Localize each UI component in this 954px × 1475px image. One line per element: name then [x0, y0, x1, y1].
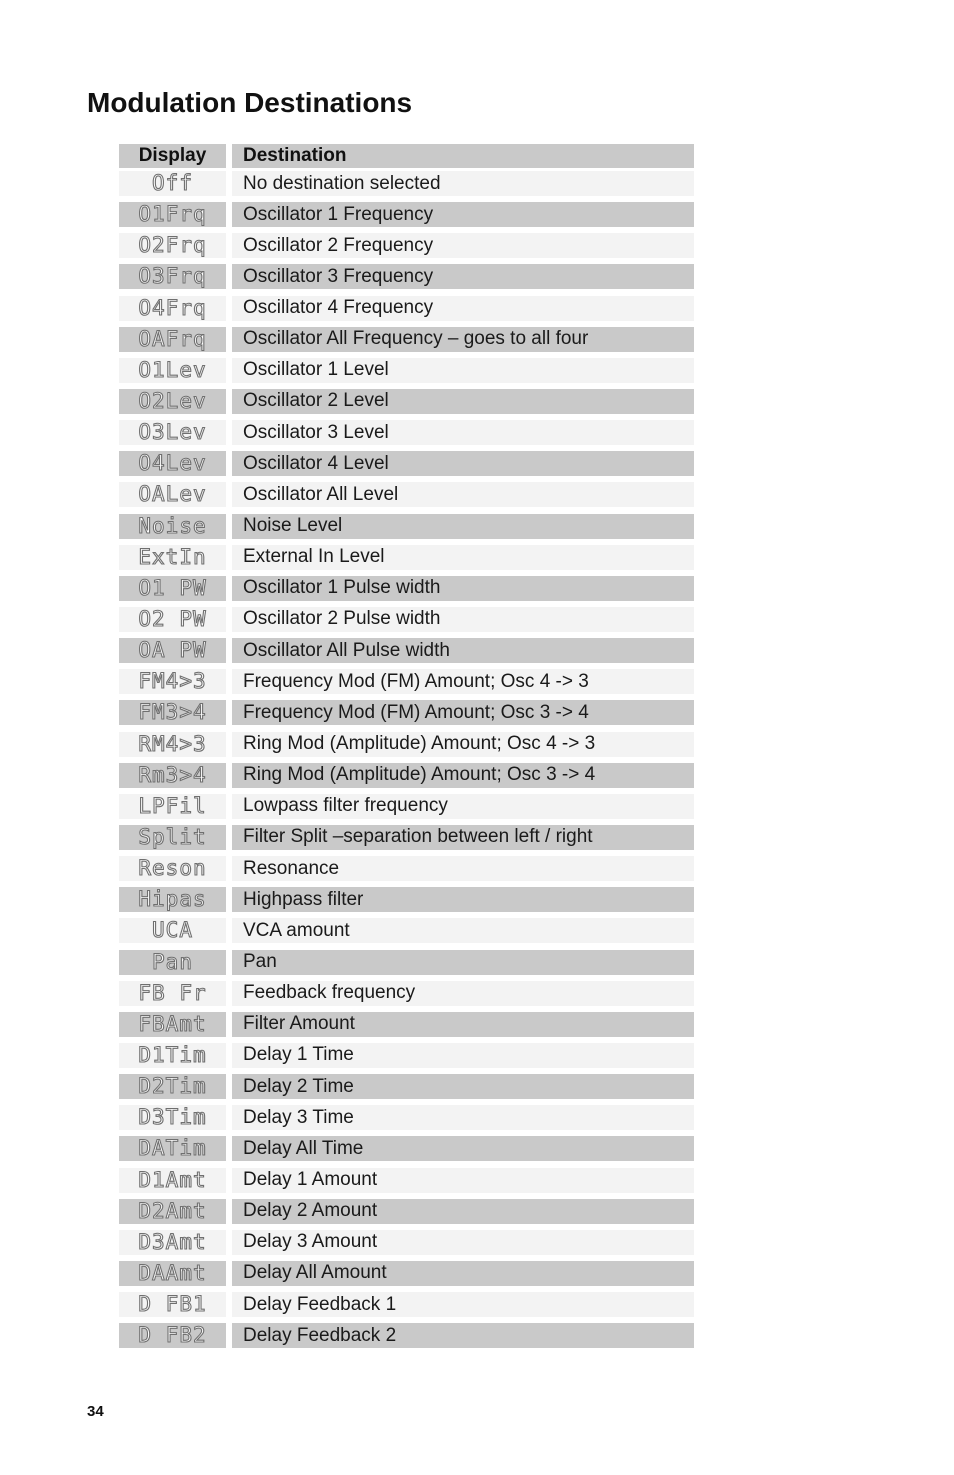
page-number: 34 — [87, 1403, 104, 1420]
lcd-display-code: OA PW — [138, 638, 207, 663]
lcd-display-code: O1Lev — [138, 357, 207, 382]
display-cell — [119, 327, 226, 352]
display-cell — [119, 545, 226, 570]
display-cell — [119, 1261, 226, 1286]
lcd-display-code: FM3>4 — [138, 700, 207, 725]
lcd-display-code: D3Tim — [138, 1105, 207, 1130]
lcd-display-code: Noise — [138, 513, 207, 538]
table-row — [119, 514, 694, 545]
table-row — [119, 607, 694, 638]
lcd-display-code: DATim — [138, 1136, 207, 1161]
destination-cell: Resonance — [232, 856, 694, 881]
display-cell — [119, 171, 226, 196]
lcd-display-code: DAAmt — [138, 1260, 207, 1285]
lcd-display-code: ExtIn — [138, 544, 207, 569]
destination-cell: Ring Mod (Amplitude) Amount; Osc 3 -> 4 — [232, 763, 694, 788]
destination-cell: Delay 2 Time — [232, 1074, 694, 1099]
lcd-display-code: OAFrq — [138, 326, 207, 351]
destination-cell: External In Level — [232, 545, 694, 570]
lcd-display-code: D2Tim — [138, 1074, 207, 1099]
display-cell — [119, 1199, 226, 1224]
destination-cell: Delay All Time — [232, 1136, 694, 1161]
table-row — [119, 451, 694, 482]
table-row — [119, 1168, 694, 1199]
display-cell — [119, 981, 226, 1006]
lcd-display-code: D2Amt — [138, 1198, 207, 1223]
destination-cell: Ring Mod (Amplitude) Amount; Osc 4 -> 3 — [232, 732, 694, 757]
table-row — [119, 1074, 694, 1105]
destination-cell: Delay Feedback 2 — [232, 1323, 694, 1348]
table-row — [119, 732, 694, 763]
lcd-display-code: Hipas — [138, 887, 207, 912]
destination-cell: Oscillator 1 Pulse width — [232, 576, 694, 601]
display-cell — [119, 202, 226, 227]
table-row — [119, 327, 694, 358]
table-row — [119, 763, 694, 794]
display-cell — [119, 918, 226, 943]
table-row — [119, 1012, 694, 1043]
destination-cell: Oscillator All Level — [232, 482, 694, 507]
display-cell — [119, 389, 226, 414]
table-row — [119, 1261, 694, 1292]
destination-cell: VCA amount — [232, 918, 694, 943]
destination-cell: Filter Amount — [232, 1012, 694, 1037]
table-row — [119, 981, 694, 1012]
table-row — [119, 669, 694, 700]
destination-cell: Delay 2 Amount — [232, 1199, 694, 1224]
destination-cell: Oscillator 2 Frequency — [232, 233, 694, 258]
display-cell — [119, 1105, 226, 1130]
table-row — [119, 1292, 694, 1323]
lcd-display-code: O4Lev — [138, 451, 207, 476]
destination-cell: Highpass filter — [232, 887, 694, 912]
table-row — [119, 918, 694, 949]
display-cell — [119, 1292, 226, 1317]
table-row — [119, 264, 694, 295]
display-cell — [119, 607, 226, 632]
destination-cell: Frequency Mod (FM) Amount; Osc 4 -> 3 — [232, 669, 694, 694]
destination-cell: Frequency Mod (FM) Amount; Osc 3 -> 4 — [232, 700, 694, 725]
display-cell — [119, 576, 226, 601]
table-row — [119, 1199, 694, 1230]
page-title: Modulation Destinations — [87, 87, 413, 118]
lcd-display-code: D1Amt — [138, 1167, 207, 1192]
lcd-display-code: Pan — [152, 949, 193, 974]
lcd-display-code: O2Frq — [138, 233, 207, 258]
table-row — [119, 389, 694, 420]
table-row — [119, 202, 694, 233]
lcd-display-code: O3Frq — [138, 264, 207, 289]
lcd-display-code: FM4>3 — [138, 669, 207, 694]
table-row — [119, 420, 694, 451]
display-cell — [119, 825, 226, 850]
destination-cell: Delay Feedback 1 — [232, 1292, 694, 1317]
table-header-row — [119, 144, 694, 171]
destination-cell: Feedback frequency — [232, 981, 694, 1006]
lcd-display-code: UCA — [152, 918, 193, 943]
destination-cell: Oscillator 1 Level — [232, 358, 694, 383]
display-cell — [119, 1012, 226, 1037]
lcd-display-code: O4Frq — [138, 295, 207, 320]
destination-cell: Delay 3 Amount — [232, 1230, 694, 1255]
display-cell — [119, 794, 226, 819]
modulation-destinations-table — [119, 144, 694, 1354]
display-cell — [119, 669, 226, 694]
destination-cell: Noise Level — [232, 514, 694, 539]
display-cell — [119, 296, 226, 321]
display-cell — [119, 482, 226, 507]
lcd-display-code: O1 PW — [138, 575, 207, 600]
destination-cell: Oscillator All Frequency – goes to all four — [232, 327, 694, 352]
table-row — [119, 358, 694, 389]
display-cell — [119, 233, 226, 258]
destination-cell: Oscillator 3 Frequency — [232, 264, 694, 289]
destination-cell: No destination selected — [232, 171, 694, 196]
display-cell — [119, 451, 226, 476]
display-cell — [119, 763, 226, 788]
display-cell — [119, 732, 226, 757]
display-header-label: Display — [138, 145, 207, 166]
destination-cell: Filter Split –separation between left / right — [232, 825, 694, 850]
lcd-display-code: D FB1 — [138, 1292, 207, 1317]
table-row — [119, 825, 694, 856]
destination-cell: Oscillator 2 Pulse width — [232, 607, 694, 632]
table-row — [119, 950, 694, 981]
destination-cell: Oscillator 1 Frequency — [232, 202, 694, 227]
table-row — [119, 576, 694, 607]
destination-cell: Lowpass filter frequency — [232, 794, 694, 819]
display-cell — [119, 700, 226, 725]
table-row — [119, 1105, 694, 1136]
destination-cell: Delay All Amount — [232, 1261, 694, 1286]
table-row — [119, 638, 694, 669]
lcd-display-code: O2 PW — [138, 606, 207, 631]
destination-cell: Oscillator 2 Level — [232, 389, 694, 414]
lcd-display-code: Rm3>4 — [138, 762, 207, 787]
lcd-display-code: OALev — [138, 482, 207, 507]
lcd-display-code: O1Frq — [138, 202, 207, 227]
lcd-display-code: FB Fr — [138, 980, 207, 1005]
table-row — [119, 1230, 694, 1261]
table-row — [119, 482, 694, 513]
table-row — [119, 1043, 694, 1074]
lcd-display-code: RM4>3 — [138, 731, 207, 756]
lcd-display-code: Off — [152, 171, 193, 195]
lcd-display-code: O2Lev — [138, 388, 207, 413]
display-cell — [119, 1043, 226, 1068]
destination-cell: Delay 1 Time — [232, 1043, 694, 1068]
lcd-display-code: O3Lev — [138, 420, 207, 445]
display-cell — [119, 638, 226, 663]
display-cell — [119, 1230, 226, 1255]
table-row — [119, 1323, 694, 1354]
lcd-display-code: FBAmt — [138, 1011, 207, 1036]
lcd-display-code: LPFil — [138, 793, 207, 818]
display-cell — [119, 856, 226, 881]
destination-cell: Oscillator 4 Level — [232, 451, 694, 476]
table-row — [119, 856, 694, 887]
display-cell — [119, 420, 226, 445]
destination-cell: Delay 3 Time — [232, 1105, 694, 1130]
table-row — [119, 1136, 694, 1167]
lcd-display-code: D FB2 — [138, 1323, 207, 1348]
table-row — [119, 296, 694, 327]
table-row — [119, 233, 694, 264]
table-row — [119, 887, 694, 918]
display-cell — [119, 358, 226, 383]
display-column-header — [119, 144, 226, 168]
display-cell — [119, 1168, 226, 1193]
table-body — [119, 171, 694, 1354]
destination-column-header: Destination — [232, 144, 694, 168]
destination-cell: Oscillator 3 Level — [232, 420, 694, 445]
lcd-display-code: Reson — [138, 856, 207, 881]
display-cell — [119, 514, 226, 539]
display-cell — [119, 1323, 226, 1348]
display-cell — [119, 950, 226, 975]
display-cell — [119, 1074, 226, 1099]
destination-cell: Delay 1 Amount — [232, 1168, 694, 1193]
lcd-display-code: D3Amt — [138, 1229, 207, 1254]
table-row — [119, 171, 694, 202]
table-row — [119, 794, 694, 825]
display-cell — [119, 1136, 226, 1161]
display-cell — [119, 887, 226, 912]
lcd-display-code: D1Tim — [138, 1042, 207, 1067]
lcd-display-code: Split — [138, 824, 207, 849]
table-row — [119, 545, 694, 576]
table-row — [119, 700, 694, 731]
destination-cell: Pan — [232, 950, 694, 975]
destination-cell: Oscillator All Pulse width — [232, 638, 694, 663]
destination-cell: Oscillator 4 Frequency — [232, 296, 694, 321]
display-cell — [119, 264, 226, 289]
